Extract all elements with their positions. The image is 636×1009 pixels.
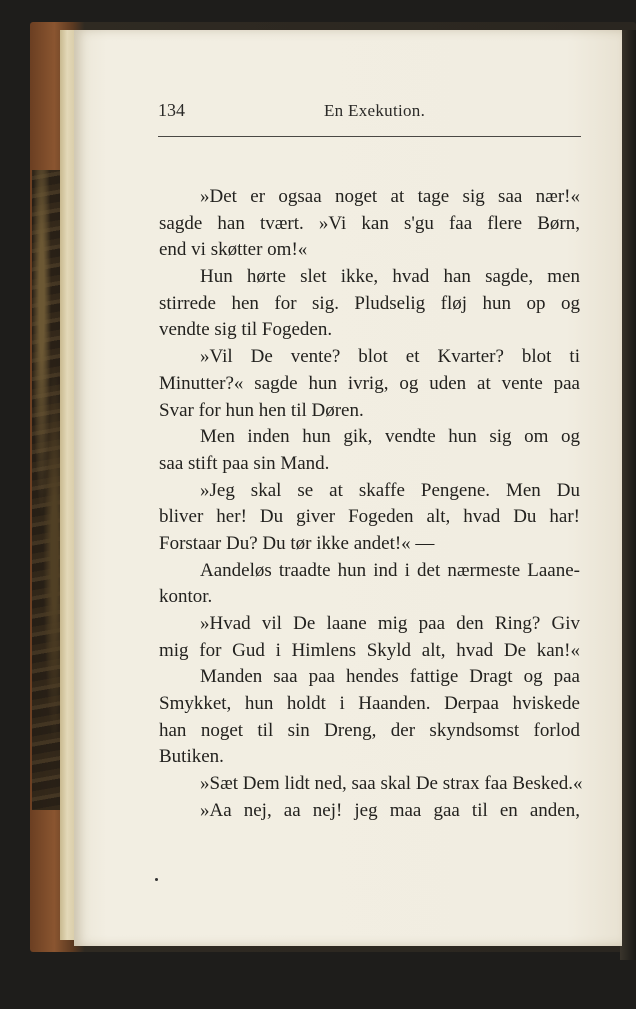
text-line: »Sæt Dem lidt ned, saa skal De strax faa Besked.« [200, 773, 583, 795]
header-rule [158, 136, 581, 137]
body-text [159, 184, 583, 825]
page-header [158, 100, 583, 126]
text-line: Manden saa paa hendes fattige Dragt og paa [200, 666, 580, 688]
text-line: end vi skøtter om!« [159, 239, 308, 261]
running-title: En Exekution. [324, 101, 426, 120]
text-line: Forstaar Du? Du tør ikke andet!« — [159, 532, 435, 554]
text-line: stirrede hen for sig. Pludselig fløj hun op og [159, 292, 580, 314]
text-line: mig for Gud i Himlens Skyld alt, hvad De kan!« [159, 639, 580, 661]
text-line: Svar for hun hen til Døren. [159, 399, 364, 421]
text-line: Smykket, hun holdt i Haanden. Derpaa hviskede [159, 693, 580, 715]
text-line: bliver her! Du giver Fogeden alt, hvad Du har! [159, 506, 580, 528]
text-line: kontor. [159, 586, 213, 608]
text-line: saa stift paa sin Mand. [159, 452, 330, 474]
text-line: sagde han tvært. »Vi kan s'gu faa flere Børn, [159, 212, 580, 234]
text-line: »Jeg skal se at skaffe Pengene. Men Du [200, 479, 580, 501]
text-line: Aandeløs traadte hun ind i det nærmeste Laane- [200, 559, 580, 581]
text-line: »Aa nej, aa nej! jeg maa gaa til en anden, [200, 799, 580, 821]
text-line: »Vil De vente? blot et Kvarter? blot ti [200, 346, 580, 368]
text-line: »Det er ogsaa noget at tage sig saa nær!« [200, 186, 580, 207]
text-line: Men inden hun gik, vendte hun sig om og [200, 426, 580, 448]
text-line: vendte sig til Fogeden. [159, 319, 333, 341]
page-number: 134 [158, 100, 185, 120]
ink-speck [155, 878, 158, 881]
text-line: »Hvad vil De laane mig paa den Ring? Giv [200, 613, 580, 634]
text-line: Minutter?« sagde hun ivrig, og uden at vente paa [159, 372, 580, 394]
text-line: han noget til sin Dreng, der skyndsomst forlod [159, 719, 580, 741]
next-page-edge [620, 30, 636, 960]
text-line: Hun hørte slet ikke, hvad han sagde, men [200, 266, 580, 288]
text-line: Butiken. [159, 746, 224, 768]
